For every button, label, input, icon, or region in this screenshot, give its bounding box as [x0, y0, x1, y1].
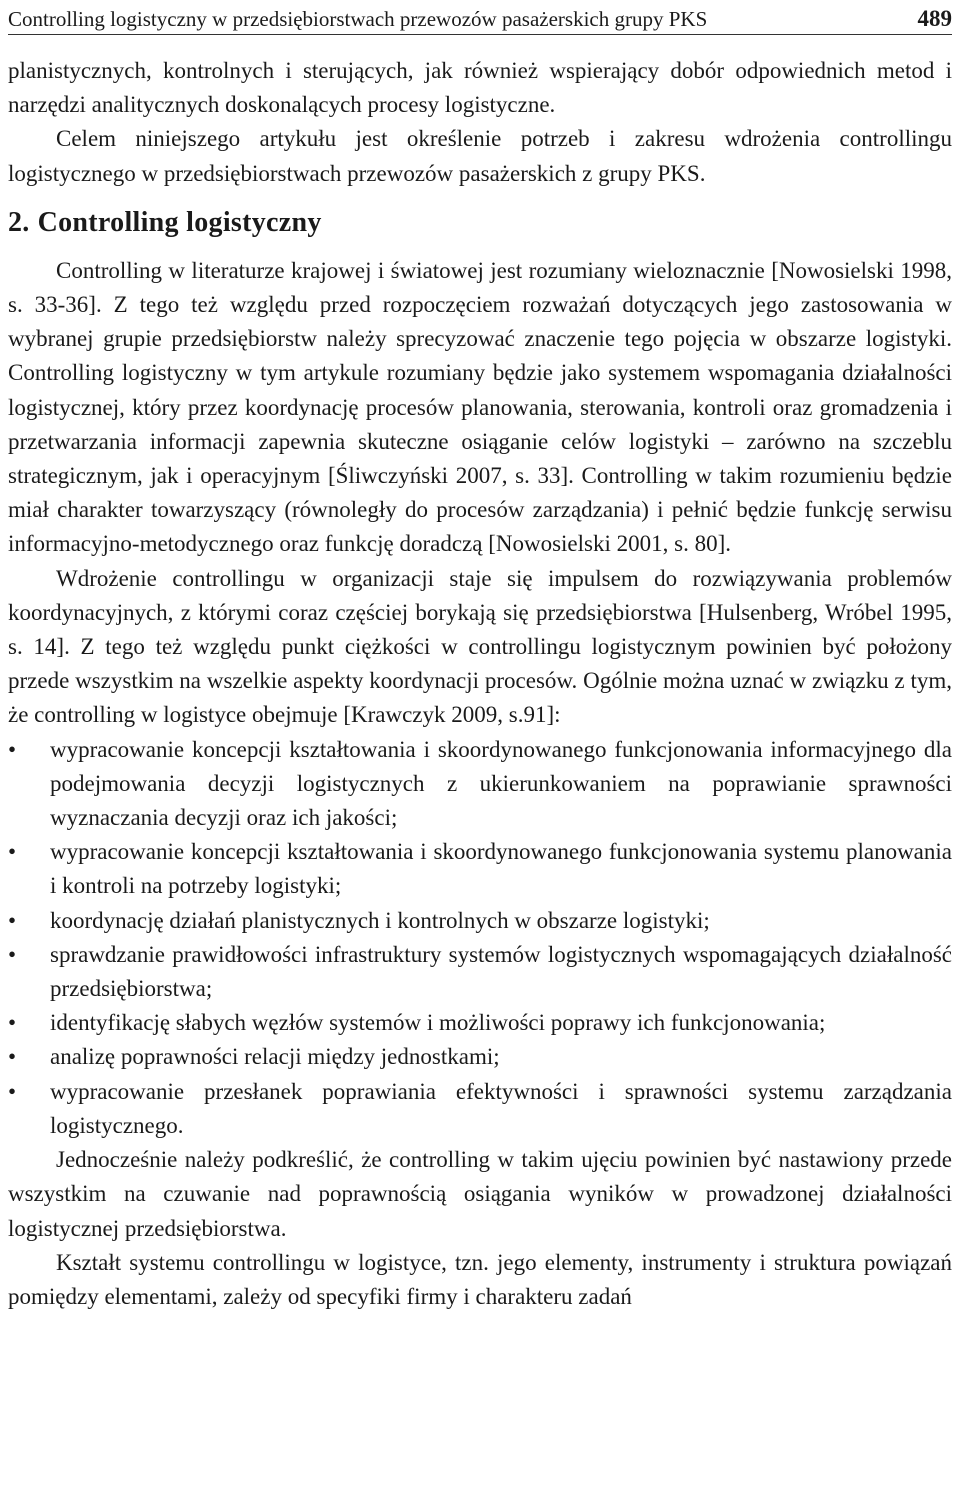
list-item	[8, 1075, 952, 1143]
bullet-icon: •	[8, 907, 17, 933]
section-number: 2.	[8, 206, 30, 238]
list-item-text: wypracowanie koncepcji kształtowania i skoordynowanego funkcjonowania informacyjnego dla podejmowania decyzji logistycznych z ukierunkowaniem na poprawianie sprawności wyznaczania decyzji oraz ich jakości;	[50, 736, 952, 831]
bullet-list	[8, 733, 952, 1143]
page-body	[8, 54, 952, 1314]
page-number: 489	[917, 6, 952, 31]
paragraph-definition: Controlling w literaturze krajowej i światowej jest rozumiany wieloznacznie [Nowosielski 1998, s. 33-36]. Z tego też względu przed rozpoczęciem rozważań dotyczących jego zastosowania w wybranej grupie przedsiębiorstw należy sprecyzować znaczenie tego pojęcia w obszarze logistyki. Controlling logistyczny w tym artykule rozumiany będzie jako systemem wspomagania działalności logistycznej, który przez koordynację procesów planowania, sterowania, kontroli oraz gromadzenia i przetwarzania informacji zapewnia skuteczne osiąganie celów logistyki – zarówno na szczeblu strategicznym, jak i operacyjnym [Śliwczyński 2007, s. 33]. Controlling w takim rozumieniu będzie miał charakter towarzyszący (równoległy do procesów zarządzania) i pełnić będzie funkcję serwisu informacyjno-metodycznego oraz funkcję doradczą [Nowosielski 2001, s. 80].	[8, 257, 952, 557]
list-item-text: sprawdzanie prawidłowości infrastruktury systemów logistycznych wspomagających działalność przedsiębiorstwa;	[50, 941, 952, 1002]
bullet-icon: •	[8, 941, 17, 967]
list-item-text: wypracowanie koncepcji kształtowania i skoordynowanego funkcjonowania systemu planowania i kontroli na potrzeby logistyki;	[50, 839, 952, 899]
running-header	[8, 2, 952, 35]
section-heading	[8, 206, 952, 240]
list-item	[8, 1040, 952, 1074]
aim-paragraph: Celem niniejszego artykułu jest określenie potrzeb i zakresu wdrożenia controllingu logistycznego w przedsiębiorstwach przewozów pasażerskich z grupy PKS.	[8, 126, 952, 186]
bullet-icon: •	[8, 1044, 17, 1070]
list-item-text: analizę poprawności relacji między jednostkami;	[50, 1044, 500, 1070]
paragraph-coordination: Wdrożenie controllingu w organizacji staje się impulsem do rozwiązywania problemów koordynacyjnych, z którymi coraz częściej borykają się przedsiębiorstwa [Hulsenberg, Wróbel 1995, s. 14]. Z tego też względu punkt ciężkości w controllingu logistycznym powinien być położony przede wszystkim na wszelkie aspekty koordynacji procesów. Ogólnie można uznać w związku z tym, że controlling w logistyce obejmuje [Krawczyk 2009, s.91]:	[8, 565, 952, 728]
bullet-icon: •	[8, 1078, 17, 1104]
list-item	[8, 1006, 952, 1040]
paragraph-emphasis: Jednocześnie należy podkreślić, że controlling w takim ujęciu powinien być nastawiony przede wszystkim na czuwanie nad poprawnością osiągania wyników w prowadzonej działalności logistycznej przedsiębiorstwa.	[8, 1147, 952, 1241]
list-item	[8, 904, 952, 938]
list-item	[8, 835, 952, 903]
list-item-text: identyfikację słabych węzłów systemów i możliwości poprawy ich funkcjonowania;	[50, 1010, 826, 1036]
intro-paragraph: planistycznych, kontrolnych i sterujących, jak również wspierający dobór odpowiednich metod i narzędzi analitycznych doskonalących procesy logistyczne.	[8, 58, 952, 118]
bullet-icon: •	[8, 839, 17, 865]
running-title: Controlling logistyczny w przedsiębiorstwach przewozów pasażerskich grupy PKS	[8, 7, 708, 31]
section-title: Controlling logistyczny	[37, 206, 322, 238]
list-item-text: koordynację działań planistycznych i kontrolnych w obszarze logistyki;	[50, 907, 710, 933]
bullet-icon: •	[8, 736, 17, 762]
bullet-icon: •	[8, 1010, 17, 1036]
list-item	[8, 733, 952, 836]
list-item	[8, 938, 952, 1006]
paragraph-structure: Kształt systemu controllingu w logistyce, tzn. jego elementy, instrumenty i struktura powiązań pomiędzy elementami, zależy od specyfiki firmy i charakteru zadań	[8, 1249, 952, 1309]
list-item-text: wypracowanie przesłanek poprawiania efektywności i sprawności systemu zarządzania logistycznego.	[50, 1078, 952, 1138]
